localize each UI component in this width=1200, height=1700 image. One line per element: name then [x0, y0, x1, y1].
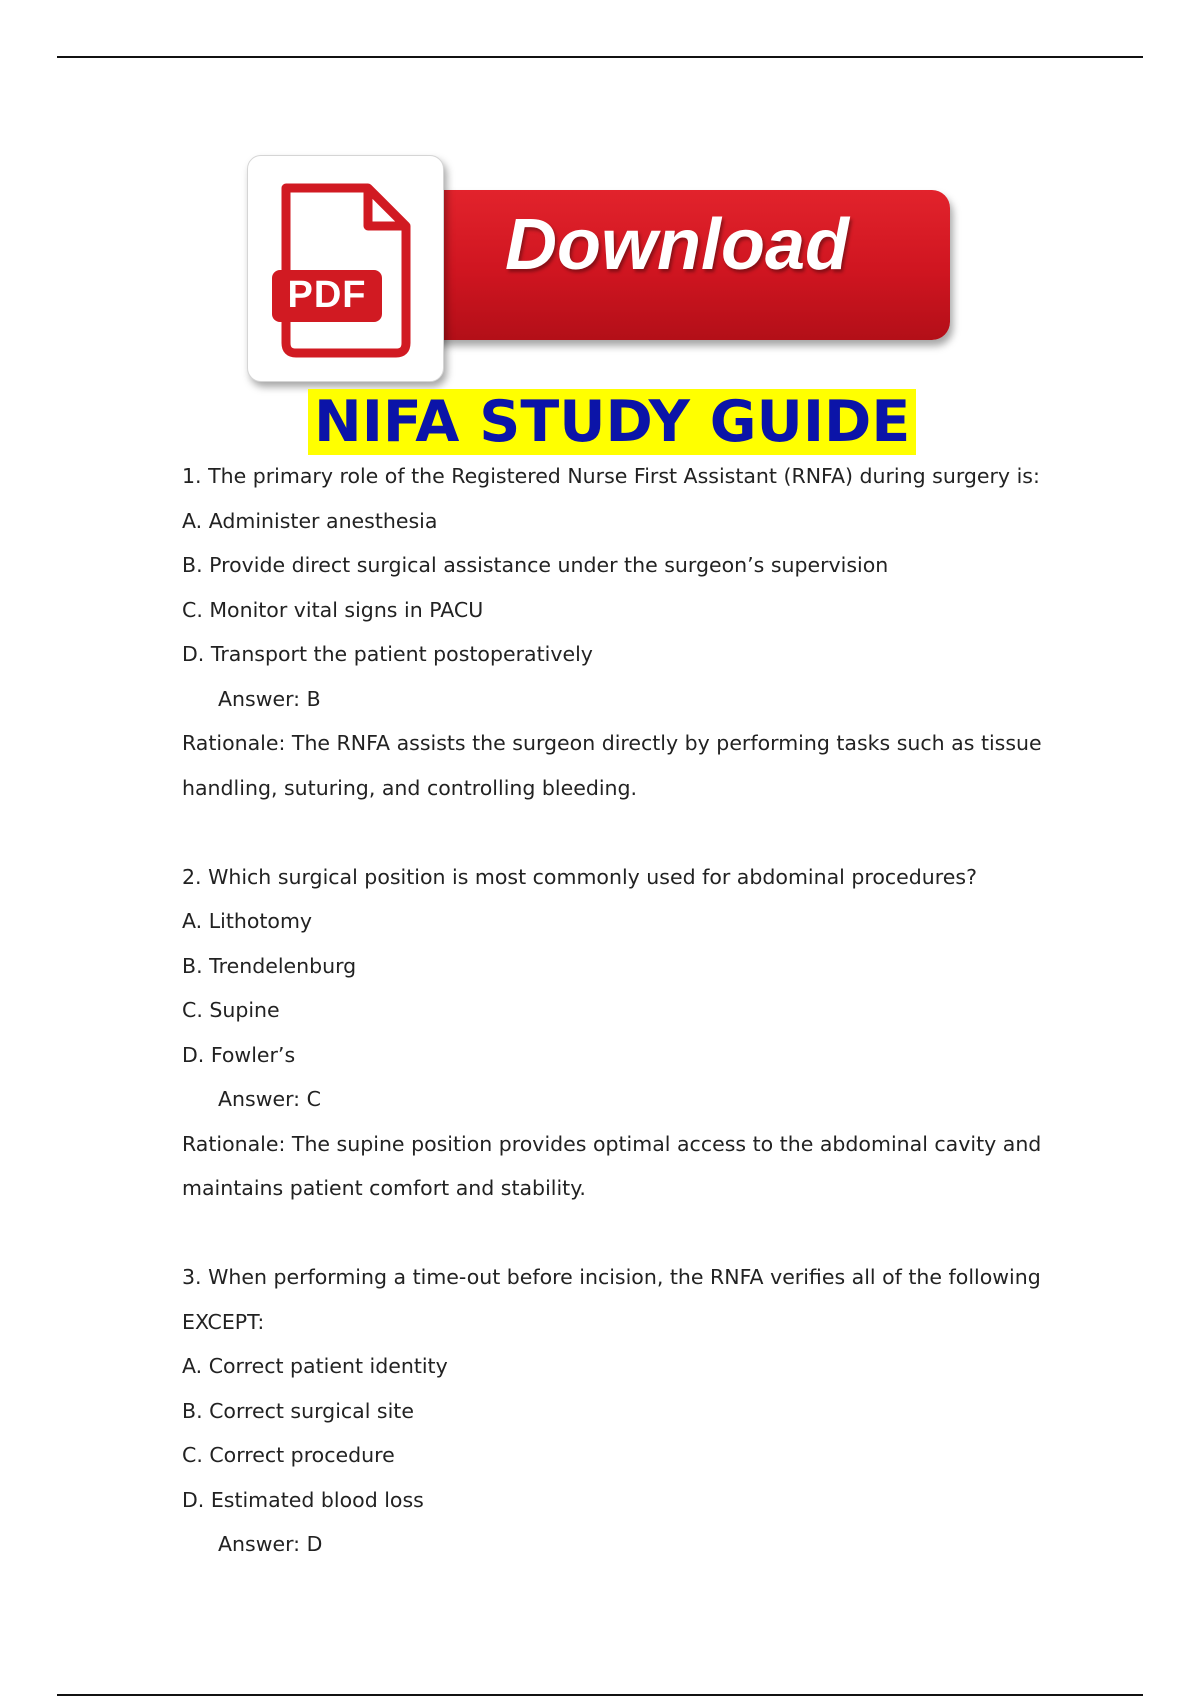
question-stem: EXCEPT:	[182, 1309, 265, 1334]
option-d: D. Estimated blood loss	[182, 1487, 424, 1512]
option-c: C. Monitor vital signs in PACU	[182, 597, 484, 622]
question-stem: 2. Which surgical position is most commonly used for abdominal procedures?	[182, 864, 977, 889]
rationale-line: handling, suturing, and controlling bleeding.	[182, 775, 638, 800]
question-stem: 3. When performing a time-out before incision, the RNFA verifies all of the following	[182, 1265, 1041, 1289]
question-list	[182, 454, 1142, 1567]
option-d: D. Fowler’s	[182, 1042, 296, 1067]
option-d: D. Transport the patient postoperatively	[182, 642, 593, 666]
question-stem: 1. The primary role of the Registered Nurse First Assistant (RNFA) during surgery is:	[182, 464, 1040, 488]
option-b: B. Provide direct surgical assistance under the surgeon’s supervision	[182, 553, 889, 577]
rationale-line: maintains patient comfort and stability.	[182, 1176, 586, 1200]
rationale-line: Rationale: The supine position provides optimal access to the abdominal cavity and	[182, 1131, 1042, 1156]
rationale-line: Rationale: The RNFA assists the surgeon directly by performing tasks such as tissue	[182, 731, 1042, 755]
bottom-rule	[57, 1694, 1143, 1696]
top-rule	[57, 56, 1143, 58]
answer: Answer: D	[218, 1532, 323, 1556]
option-a: A. Correct patient identity	[182, 1354, 448, 1378]
pdf-label: PDF	[287, 274, 367, 316]
page-title: NIFA STUDY GUIDE	[308, 389, 916, 455]
pdf-file-card	[247, 155, 444, 382]
answer: Answer: B	[218, 686, 321, 711]
option-b: B. Trendelenburg	[182, 953, 357, 978]
option-b: B. Correct surgical site	[182, 1398, 414, 1423]
option-c: C. Supine	[182, 998, 280, 1022]
option-a: A. Lithotomy	[182, 909, 313, 933]
download-label: Download	[505, 205, 849, 285]
option-c: C. Correct procedure	[182, 1443, 395, 1467]
pdf-download-banner[interactable]	[245, 150, 965, 385]
answer: Answer: C	[218, 1087, 321, 1111]
option-a: A. Administer anesthesia	[182, 508, 438, 533]
